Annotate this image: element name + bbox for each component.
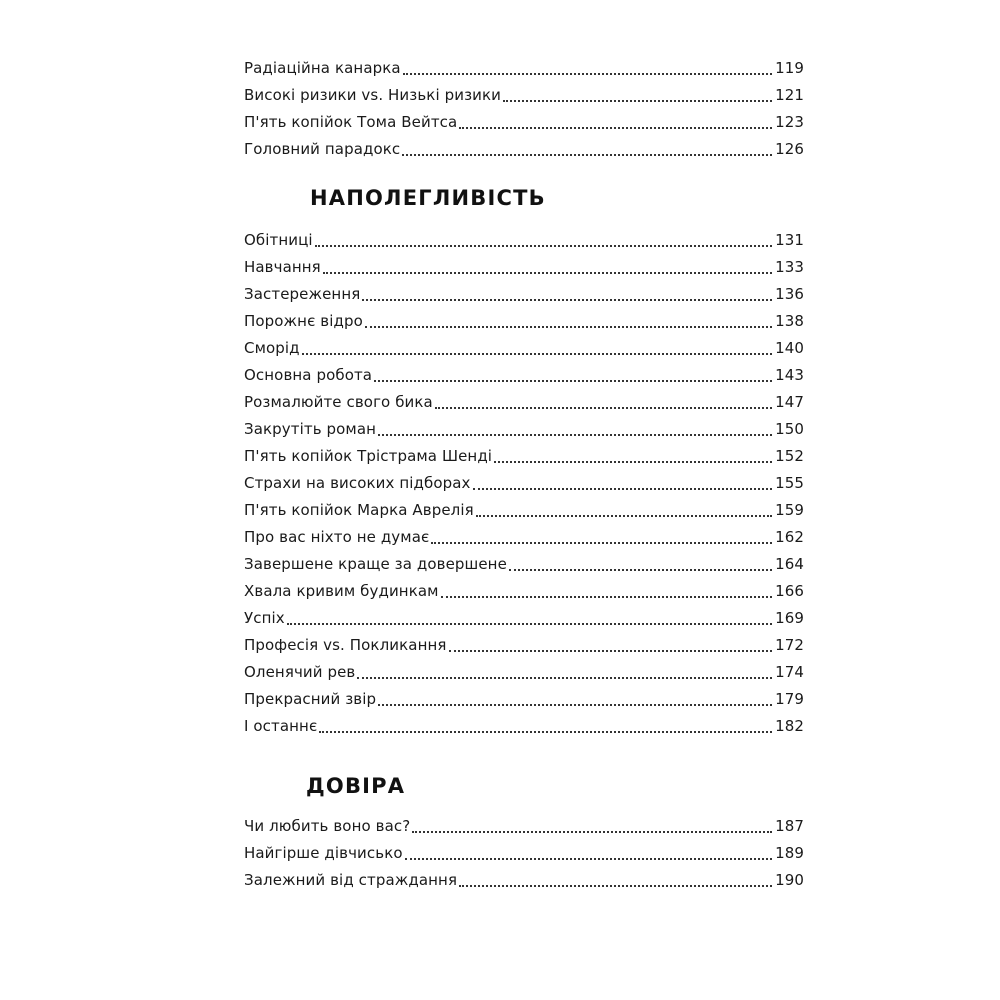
toc-entry-title: Залежний від страждання [244,871,458,889]
toc-entry [244,337,804,359]
dot-leader [319,731,772,733]
toc-entry-title: Професія vs. Покликання [244,636,447,654]
dot-leader [449,650,773,652]
toc-entry-title: Закрутіть роман [244,420,377,438]
toc-entry-page: 136 [775,285,804,303]
toc-entry-title: Сморід [244,339,300,357]
dot-leader [435,407,772,409]
dot-leader [405,858,772,860]
toc-entry [244,418,804,440]
toc-entry-title: П'ять копійок Марка Аврелія [244,501,474,519]
toc-entry [244,283,804,305]
dot-leader [503,100,772,102]
toc-entry-page: 121 [775,86,804,104]
toc-entry-title: Чи любить воно вас? [244,817,411,835]
toc-entry-page: 174 [775,663,804,681]
dot-leader [357,677,772,679]
toc-entry [244,869,804,891]
toc-entry [244,634,804,656]
dot-leader [459,885,772,887]
toc-entry [244,688,804,710]
dot-leader [412,831,772,833]
toc-entry-page: 187 [775,817,804,835]
toc-entry [244,391,804,413]
toc-entry [244,526,804,548]
toc-entry-title: Навчання [244,258,321,276]
toc-entry [244,607,804,629]
toc-entry [244,580,804,602]
toc-entry-page: 179 [775,690,804,708]
toc-entry-title: П'ять копійок Трістрама Шенді [244,447,493,465]
toc-entry-title: Головний парадокс [244,140,401,158]
toc-entry-page: 131 [775,231,804,249]
section-heading: НАПОЛЕГЛИВІСТЬ [310,186,546,210]
toc-entry-page: 182 [775,717,804,735]
toc-entry-page: 169 [775,609,804,627]
toc-entry-page: 159 [775,501,804,519]
toc-entry-title: Розмалюйте свого бика [244,393,433,411]
toc-entry-page: 150 [775,420,804,438]
dot-leader [494,461,772,463]
toc-entry [244,842,804,864]
toc-entry [244,445,804,467]
toc-entry-page: 189 [775,844,804,862]
toc-entry [244,310,804,332]
dot-leader [365,326,772,328]
dot-leader [509,569,772,571]
toc-entry-page: 147 [775,393,804,411]
toc-entry-title: Найгірше дівчисько [244,844,403,862]
toc-entry-title: Прекрасний звір [244,690,377,708]
toc-entry-page: 140 [775,339,804,357]
dot-leader [378,434,772,436]
toc-entry-page: 162 [775,528,804,546]
toc-entry-title: Порожнє відро [244,312,363,330]
toc-entry-page: 152 [775,447,804,465]
toc-entry [244,472,804,494]
dot-leader [323,272,772,274]
toc-entry-title: Завершене краще за довершене [244,555,507,573]
toc-entry-title: Застереження [244,285,361,303]
toc-entry [244,229,804,251]
toc-entry-title: Оленячий рев [244,663,356,681]
toc-entry [244,84,804,106]
toc-entry [244,57,804,79]
toc-entry-page: 138 [775,312,804,330]
dot-leader [287,623,772,625]
toc-entry [244,111,804,133]
dot-leader [441,596,772,598]
toc-entry-page: 133 [775,258,804,276]
dot-leader [403,73,772,75]
toc-entry-page: 166 [775,582,804,600]
toc-entry-title: І останнє [244,717,318,735]
toc-entry [244,815,804,837]
dot-leader [378,704,772,706]
toc-entry-title: Про вас ніхто не думає [244,528,430,546]
toc-entry [244,138,804,160]
toc-entry-title: Успіх [244,609,285,627]
dot-leader [459,127,772,129]
section-heading: ДОВІРА [306,774,406,798]
dot-leader [473,488,773,490]
toc-entry [244,256,804,278]
toc-entry-title: Основна робота [244,366,373,384]
dot-leader [302,353,772,355]
toc-entry-title: Страхи на високих підборах [244,474,471,492]
toc-entry-page: 155 [775,474,804,492]
dot-leader [402,154,772,156]
toc-entry-page: 190 [775,871,804,889]
dot-leader [431,542,772,544]
toc-entry [244,553,804,575]
toc-entry-title: Хвала кривим будинкам [244,582,439,600]
dot-leader [476,515,772,517]
toc-entry [244,364,804,386]
toc-entry [244,499,804,521]
toc-entry-title: Радіаційна канарка [244,59,401,77]
toc-entry-page: 126 [775,140,804,158]
toc-entry-page: 119 [775,59,804,77]
toc-entry-page: 143 [775,366,804,384]
toc-entry-title: П'ять копійок Тома Вейтса [244,113,458,131]
toc-entry-title: Високі ризики vs. Низькі ризики [244,86,502,104]
dot-leader [374,380,772,382]
toc-entry-page: 164 [775,555,804,573]
toc-entry-page: 172 [775,636,804,654]
toc-entry [244,661,804,683]
toc-entry-title: Обітниці [244,231,313,249]
toc-entry-page: 123 [775,113,804,131]
dot-leader [362,299,772,301]
toc-entry [244,715,804,737]
dot-leader [315,245,772,247]
